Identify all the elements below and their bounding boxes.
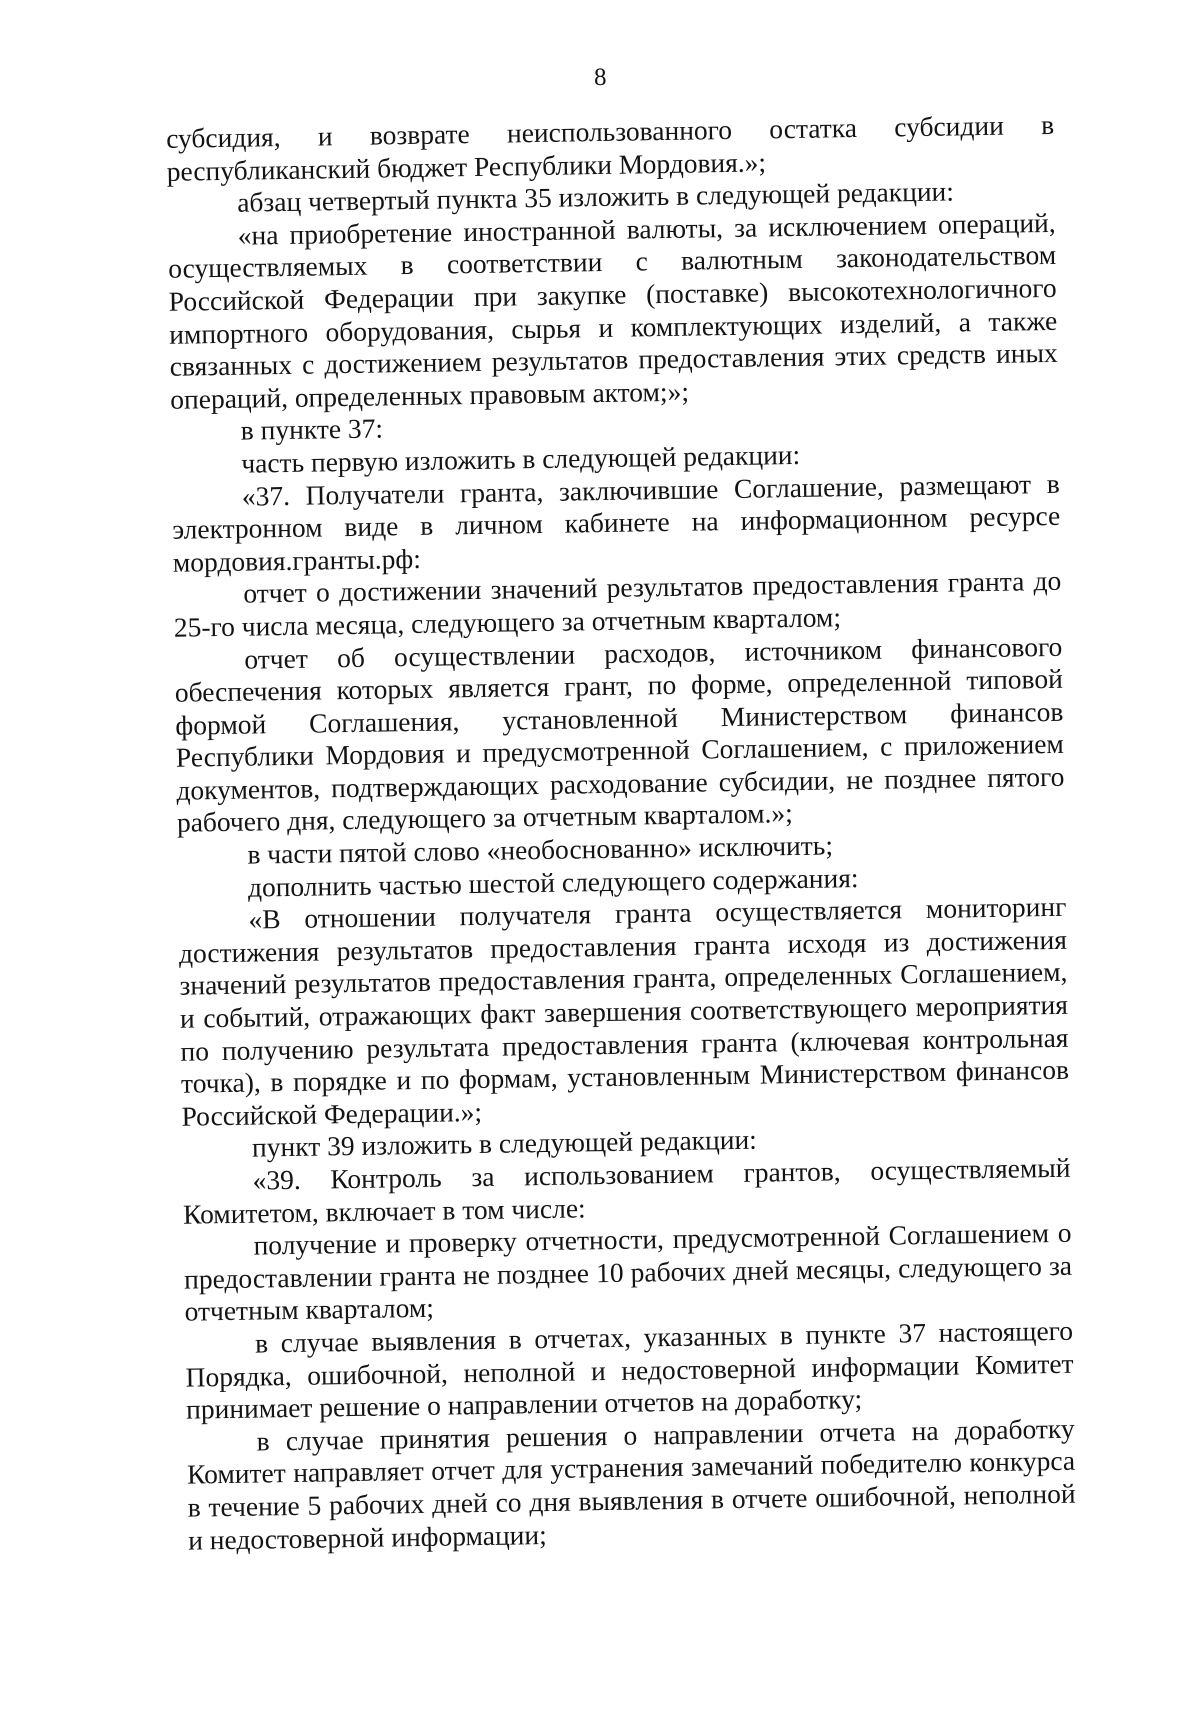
paragraph: дополнить частью шестой следующего содержания: — [247, 861, 859, 903]
page-number: 8 — [593, 63, 607, 92]
document-body — [166, 109, 1076, 1557]
paragraph: в пункте 37: — [240, 412, 384, 447]
paragraph: в части пятой слово «необоснованно» исключить; — [247, 829, 834, 870]
paragraph: часть первую изложить в следующей редакции: — [241, 438, 801, 479]
paragraph: в случае выявления в отчетах, указанных в пункте 37 настоящего Порядка, ошибочной, неполной и недостоверной информации Комитет принимает решение о направлении отчетов на доработку; — [185, 1314, 1074, 1425]
paragraph: отчет о достижении значений результатов предоставления гранта до 25-го числа месяца, следующего за отчетным кварталом; — [173, 565, 1062, 643]
paragraph: отчет об осуществлении расходов, источником финансового обеспечения которых является грант, по форме, определенной типовой формой Соглашения, установленной Министерством финансов Республики Мордовия и предусмотренной Соглашением, с приложением документов, подтверждающих расходование субсидии, не позднее пятого рабочего дня, следующего за отчетным кварталом.»; — [174, 630, 1065, 839]
paragraph: субсидия, и возврате неиспользованного остатка субсидии в республиканский бюджет Республики Мордовия.»; — [165, 108, 1055, 187]
paragraph: «на приобретение иностранной валюты, за исключением операций, осуществляемых в соответствии с валютным законодательством Российской Федерации при закупке (поставке) высокотехнологичного импортного оборудования, сырья и комплектующих изделий, а также связанных с достижением результатов предоставления этих средств иных операций, определенных правовым актом;»; — [167, 206, 1058, 415]
paragraph: в случае принятия решения о направлении отчета на доработку Комитет направляет отчет для устранения замечаний победителю конкурса в течение 5 рабочих дней со дня выявления в отчете ошибочной, неполной и недостоверной информации; — [186, 1412, 1076, 1556]
paragraph: получение и проверку отчетности, предусмотренной Соглашением о предоставлении гранта не позднее 10 рабочих дней месяцы, следующего за отчетным кварталом; — [183, 1216, 1073, 1328]
paragraph: «37. Получатели гранта, заключившие Соглашение, размещают в электронном виде в личном кабинете на информационном ресурсе мордовия.гранты.рф: — [172, 467, 1061, 578]
paragraph: «В отношении получателя гранта осуществляется мониторинг достижения результатов предоставления гранта исходя из достижения значений результатов предоставления гранта, определенных Соглашением, и событий, отражающих факт завершения соответствующего мероприятия по получению результата предоставления гранта (ключевая контрольная точка), в порядке и по формам, установленным Министерством финансов Российской Федерации.»; — [178, 891, 1070, 1132]
paragraph: абзац четвертый пункта 35 изложить в следующей редакции: — [236, 175, 955, 218]
paragraph: «39. Контроль за использованием грантов, осуществляемый Комитетом, включает в том числе: — [182, 1151, 1071, 1230]
paragraph: пункт 39 изложить в следующей редакции: — [251, 1124, 758, 1164]
